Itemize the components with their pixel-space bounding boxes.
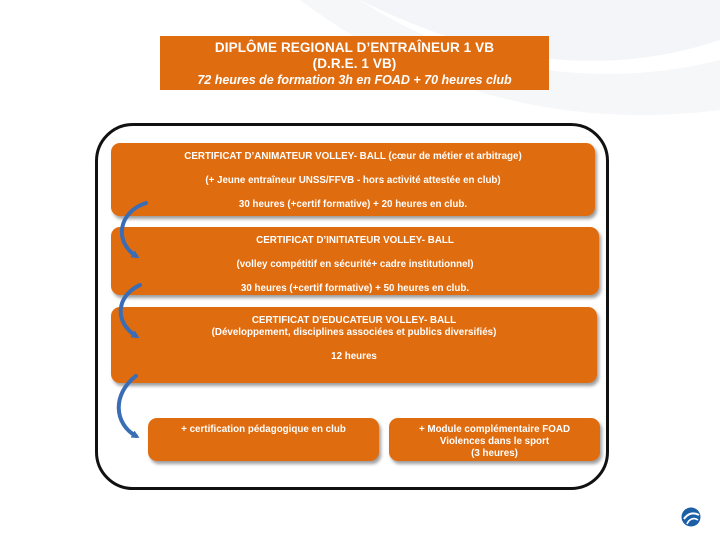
box-subtitle: (Développement, disciplines associées et publics diversifiés): [211, 327, 497, 338]
box-title: CERTIFICAT D’ANIMATEUR VOLLEY- BALL (cœur de métier et arbitrage): [184, 151, 522, 162]
box-title: CERTIFICAT D’INITIATEUR VOLLEY- BALL: [256, 235, 454, 246]
certification-pedagogique-box: [148, 418, 379, 461]
box-subtitle: (+ Jeune entraîneur UNSS/FFVB - hors activité attestée en club): [205, 175, 501, 186]
box-title: + Module complémentaire FOAD: [418, 424, 571, 435]
diploma-title: DIPLÔME REGIONAL D’ENTRAÎNEUR 1 VB: [214, 40, 495, 55]
box-hours: 12 heures: [331, 351, 377, 362]
module-foad-box: [389, 418, 600, 461]
diploma-title-box: [160, 36, 549, 90]
box-title: + certification pédagogique en club: [181, 424, 346, 435]
diploma-hours: 72 heures de formation 3h en FOAD + 70 heures club: [197, 73, 512, 87]
box-hours: 30 heures (+certif formative) + 20 heures en club.: [238, 199, 468, 210]
certificat-educateur-box: [111, 307, 597, 383]
box-hours: 30 heures (+certif formative) + 50 heures en club.: [240, 283, 470, 294]
box-hours: (3 heures): [471, 448, 518, 459]
box-subtitle: Violences dans le sport: [439, 436, 550, 447]
diploma-abbreviation: (D.R.E. 1 VB): [312, 56, 397, 71]
ball-logo-icon: [681, 507, 701, 527]
certificat-initiateur-box: [111, 227, 599, 295]
box-title: CERTIFICAT D’EDUCATEUR VOLLEY- BALL: [251, 315, 457, 326]
certificat-animateur-box: [111, 143, 595, 216]
box-subtitle: (volley compétitif en sécurité+ cadre institutionnel): [236, 259, 474, 270]
